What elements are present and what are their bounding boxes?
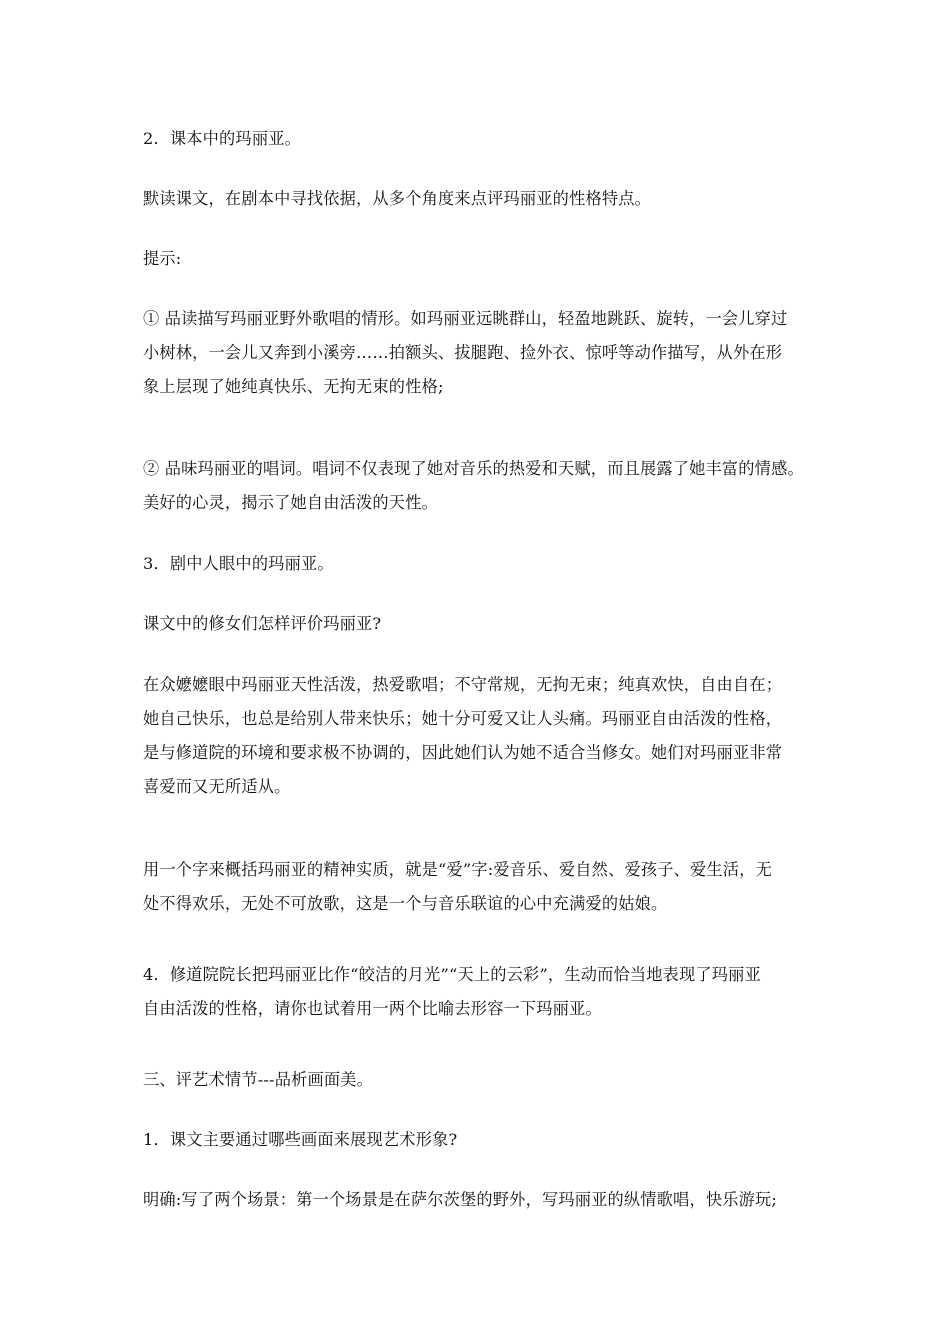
text-line: 默读课文，在剧本中寻找依据，从多个角度来点评玛丽亚的性格特点。 — [143, 189, 652, 208]
text-line: 课文中的修女们怎样评价玛丽亚? — [143, 614, 382, 633]
paragraph-answer — [143, 1183, 813, 1217]
text-line: 2．课本中的玛丽亚。 — [143, 129, 301, 148]
paragraph-section-4 — [143, 958, 813, 1026]
heading-part-3 — [143, 1063, 813, 1097]
text-line: 用一个字来概括玛丽亚的精神实质，就是“爱”字:爱音乐、爱自然、爱孩子、爱生活，无 — [143, 860, 772, 879]
text-line: 提示: — [143, 249, 182, 268]
text-line: 自由活泼的性格，请你也试着用一两个比喻去形容一下玛丽亚。 — [143, 999, 602, 1018]
text-line: 喜爱而又无所适从。 — [143, 777, 291, 796]
text-line: ① 品读描写玛丽亚野外歌唱的情形。如玛丽亚远眺群山，轻盈地跳跃、旋转，一会儿穿过 — [143, 309, 788, 328]
text-line: ② 品味玛丽亚的唱词。唱词不仅表现了她对音乐的热爱和天赋，而且展露了她丰富的情感。 — [143, 459, 804, 478]
paragraph-hint-1 — [143, 302, 813, 404]
question-scenes — [143, 1123, 813, 1157]
text-line: 4．修道院院长把玛丽亚比作“皎洁的月光”“天上的云彩”，生动而恰当地表现了玛丽亚 — [143, 965, 761, 984]
heading-section-3 — [143, 547, 813, 581]
text-line: 美好的心灵，揭示了她自由活泼的天性。 — [143, 493, 438, 512]
text-line: 1．课文主要通过哪些画面来展现艺术形象? — [143, 1130, 458, 1149]
paragraph-nuns-view — [143, 668, 813, 804]
question-text — [143, 607, 813, 641]
paragraph-hint-2 — [143, 452, 813, 520]
text-line: 是与修道院的环境和要求极不协调的，因此她们认为她不适合当修女。她们对玛丽亚非常 — [143, 743, 783, 762]
text-line: 小树林，一会儿又奔到小溪旁……拍额头、拔腿跑、捡外衣、惊呼等动作描写，从外在形 — [143, 343, 783, 362]
paragraph-instruction — [143, 182, 813, 216]
text-line: 明确:写了两个场景：第一个场景是在萨尔茨堡的野外，写玛丽亚的纵情歌唱，快乐游玩; — [143, 1190, 778, 1209]
paragraph-love-summary — [143, 853, 813, 921]
text-line: 在众嬷嬷眼中玛丽亚天性活泼，热爱歌唱；不守常规，无拘无束；纯真欢快，自由自在； — [143, 675, 783, 694]
text-line: 她自己快乐，也总是给别人带来快乐；她十分可爱又让人头痛。玛丽亚自由活泼的性格， — [143, 709, 783, 728]
heading-section-2 — [143, 122, 813, 156]
text-line: 处不得欢乐，无处不可放歌，这是一个与音乐联谊的心中充满爱的姑娘。 — [143, 894, 668, 913]
hint-label — [143, 242, 813, 276]
text-line: 三、评艺术情节---品析画面美。 — [143, 1070, 374, 1089]
text-line: 象上层现了她纯真快乐、无拘无束的性格; — [143, 377, 444, 396]
text-line: 3．剧中人眼中的玛丽亚。 — [143, 554, 334, 573]
